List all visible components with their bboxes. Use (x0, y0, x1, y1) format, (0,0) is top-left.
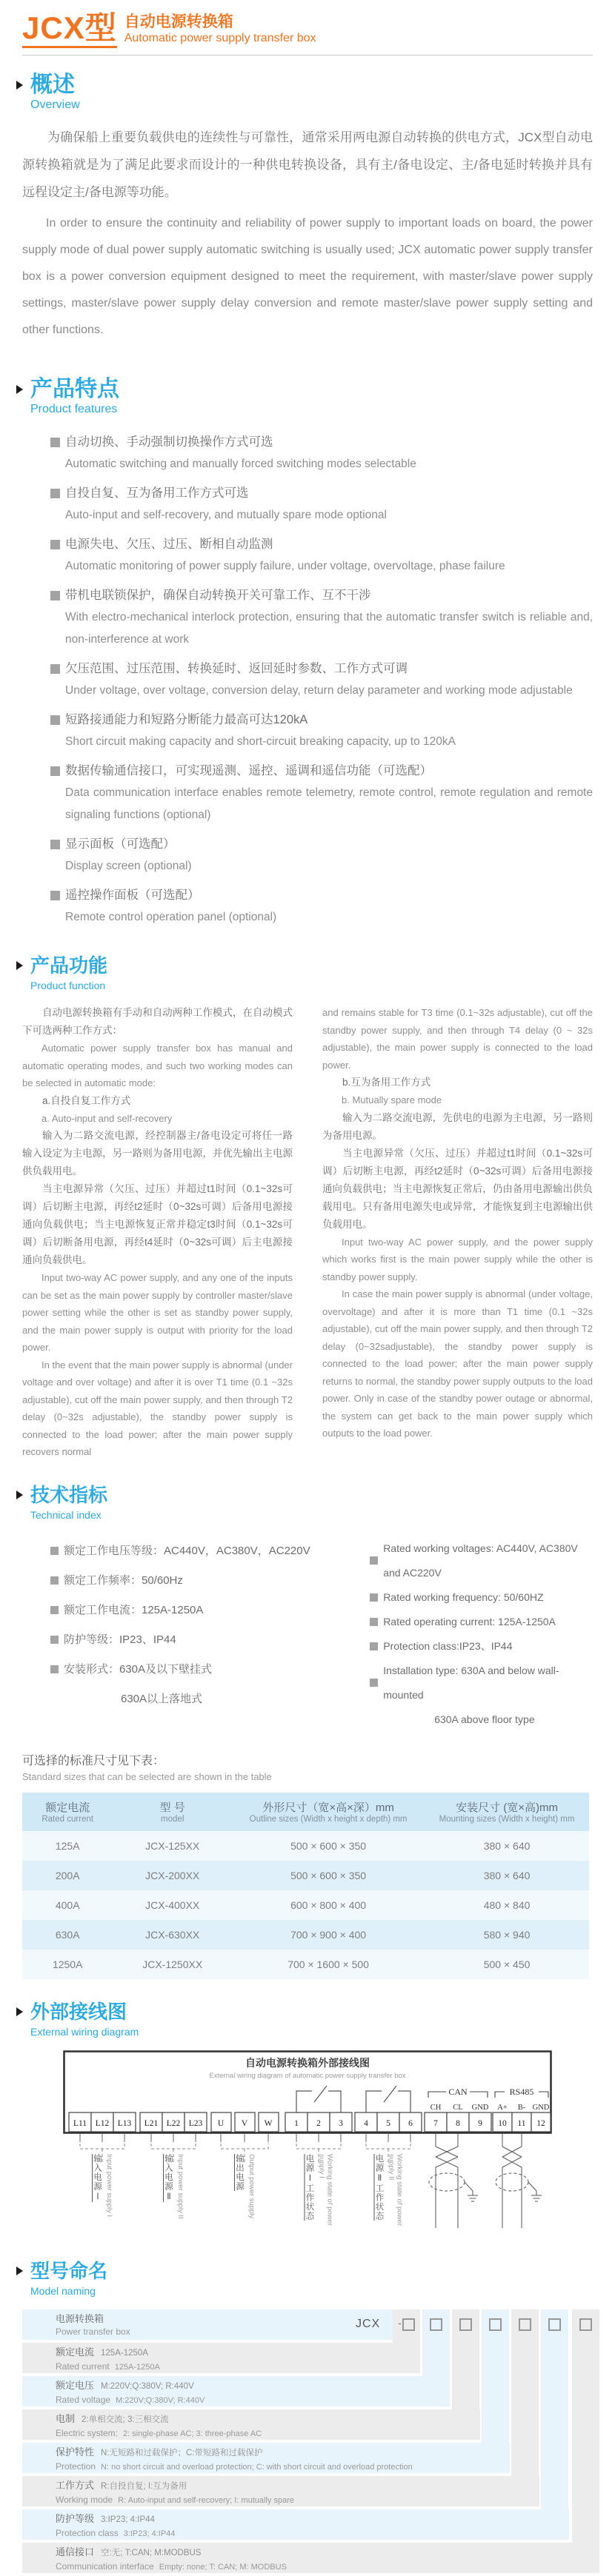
naming-row-protection: 保护特性 N:无短路和过载保护；C:带短路和过载保护 Protection N: no short circuit and overload protection; C: with short circuit and overload protection (22, 2443, 510, 2473)
feature-cn: 短路接通能力和短路分断能力最高可达120kA (65, 713, 308, 726)
code-box-icon (489, 2318, 502, 2331)
triangle-marker-icon (16, 81, 23, 90)
pin-gnd: GND (532, 2103, 550, 2112)
switch-contact-icon (296, 2086, 341, 2112)
terminal-label: L23 (188, 2118, 203, 2128)
feature-cn: 显示面板（可选配） (65, 837, 176, 851)
cell-model: JCX-400XX (113, 1890, 232, 1920)
cell-rated-current: 630A (22, 1920, 113, 1950)
tech-item-text: 额定工作电压等级：AC440V，AC380V，AC220V (64, 1544, 310, 1557)
triangle-marker-icon (16, 2266, 23, 2275)
function-paragraph: and remains stable for T3 time (0.1~32s adjustable), cut off the standby power supply, and then through T4 delay (0 ~ 32s adjustable), the main power supply is connected to the load power. (322, 1007, 593, 1071)
wiring-title-en: External wiring diagram of automatic power supply transfer box (209, 2071, 406, 2080)
feature-en: Remote control operation panel (optional) (65, 911, 277, 923)
table-row (22, 1950, 589, 1979)
twisted-pair-can (429, 2133, 478, 2228)
pin-gnd: GND (471, 2103, 489, 2112)
feature-cn: 数据传输通信接口，可实现遥测、遥控、遥调和遥信功能（可选配） (65, 764, 432, 777)
terminal-label: L21 (144, 2118, 159, 2128)
tech-item (370, 1610, 593, 1634)
terminal-label: 7 (433, 2118, 438, 2128)
group-label-en: Working state of power supply I (317, 2153, 334, 2226)
wiring-heading-cn: 外部接线图 (30, 2000, 127, 2023)
square-bullet-icon (50, 1547, 59, 1555)
pin-b-minus: B- (517, 2103, 526, 2112)
group-label-cn: 电源Ⅱ工作状态 (374, 2153, 384, 2221)
feature-en: Display screen (optional) (65, 860, 192, 872)
sizes-note-cn: 可选择的标准尺寸见下表： (22, 1754, 165, 1767)
feature-item (50, 833, 593, 877)
tech-item-text: 630A above floor type (434, 1713, 535, 1725)
group-label-cn: 输入电源Ⅱ (164, 2153, 173, 2202)
table-row (22, 1920, 589, 1950)
tech-item-text: 防护等级：IP23、IP44 (64, 1633, 176, 1646)
can-label: CAN (448, 2086, 468, 2097)
feature-en: Automatic switching and manually forced switching modes selectable (65, 458, 416, 470)
technical-heading-en: Technical index (30, 1508, 102, 1521)
function-paragraph: 输入为二路交流电源，先供电的电源为主电源，另一路则为备用电源。 (322, 1111, 593, 1141)
function-left-column (22, 1004, 293, 1461)
terminal-label: V (241, 2118, 248, 2128)
cell-rated-current: 400A (22, 1890, 113, 1920)
square-bullet-icon (50, 1576, 59, 1585)
wiring-title-cn: 自动电源转换箱外部接线图 (245, 2058, 370, 2070)
terminal-label: 11 (517, 2118, 526, 2128)
naming-row-power-transfer-box (22, 2309, 393, 2340)
features-heading-cn: 产品特点 (30, 377, 119, 401)
group-label-en: Working state of power supply II (387, 2153, 404, 2226)
tech-item-text: Installation type: 630A and below wall-mounted (383, 1664, 559, 1701)
terminal-label: 1 (294, 2118, 299, 2128)
group-label-en: Output power supply (247, 2153, 256, 2218)
sizes-table (22, 1793, 589, 1979)
square-bullet-icon (50, 891, 60, 900)
square-bullet-icon (50, 1606, 59, 1614)
tech-item-text: 630A以上落地式 (121, 1692, 203, 1705)
naming-prefix: JCX (356, 2317, 381, 2330)
cell-outline-size: 500 × 600 × 350 (232, 1861, 425, 1890)
naming-row-protection-class: 防护等级 3:IP23; 4:IP44 Protection class 3:IP23; 4:IP44 (22, 2509, 569, 2540)
product-model-title (22, 12, 117, 44)
wiring-diagram (63, 2050, 552, 2244)
naming-row-cn: 电源转换箱 (56, 2312, 104, 2324)
page-header (22, 0, 593, 46)
feature-en: With electro-mechanical interlock protection, ensuring that the automatic transfer switch is reliable and, non-interference at work (65, 611, 593, 646)
overview-paragraph-cn: 为确保船上重要负载供电的连续性与可靠性，通常采用两电源自动转换的供电方式，JCX型自动电源转换箱就是为了满足此要求而设计的一种供电转换设备，具有主/备电设定、主/备电延时转换并具有远程设定主/备电源等功能。 (22, 130, 593, 199)
cell-model: JCX-125XX (113, 1831, 232, 1861)
function-columns (22, 1004, 593, 1461)
group-label-en: Input power supply I (105, 2153, 113, 2217)
function-paragraph: b.互为备用工作方式 (342, 1077, 431, 1088)
group-label-cn: 电源Ⅰ工作状态 (305, 2153, 314, 2221)
cell-mounting-size: 380 × 640 (425, 1831, 589, 1861)
group-label-state-power-2 (357, 2154, 419, 2241)
model-code: JCX型 (22, 10, 117, 48)
function-paragraph: In case the main power supply is abnormal (under voltage, overvoltage) and after it is more than T1 time (0.1 ~32s adjustable), cut off the main power supply, and then through T2 delay (0~32sadjustable), the standby power supply is connected to the load power; after the main power supply returns to normal, the standby power supply outputs to the load power. Only in case of the standby power outage or abnormal, the system can get back to the main power supply which outputs to the load power. (322, 1288, 593, 1439)
tech-item (50, 1655, 342, 1685)
terminal-label: 3 (339, 2118, 343, 2128)
code-box-icon (579, 2318, 592, 2331)
technical-right-column (342, 1536, 593, 1732)
terminal-label: 8 (456, 2118, 460, 2128)
tech-item (370, 1536, 593, 1585)
tech-item-continued (121, 1685, 342, 1714)
cell-rated-current: 1250A (22, 1950, 113, 1979)
header-divider (22, 55, 593, 56)
section-header-technical (22, 1483, 593, 1523)
overview-paragraph-en: In order to ensure the continuity and reliability of power supply to important loads on board, the power supply mode of dual power supply automatic switching is usually used; JCX automatic power supply transfer box is a power conversion equipment designed to meet the requirement, with master/slave power supply settings, master/slave power supply delay conversion and remote master/slave power supply setting and other functions. (22, 217, 593, 336)
square-bullet-icon (50, 438, 60, 447)
tech-item (370, 1634, 593, 1659)
pin-a-plus: A+ (497, 2103, 508, 2112)
naming-code-column (541, 2309, 568, 2540)
tech-item-text: Protection class:IP23、IP44 (383, 1639, 513, 1652)
code-box-icon (430, 2318, 442, 2331)
cell-model: JCX-200XX (113, 1861, 232, 1890)
triangle-marker-icon (16, 2007, 23, 2016)
twisted-pair-rs485 (496, 2133, 542, 2228)
feature-item (50, 431, 593, 475)
model-naming-ladder (22, 2309, 602, 2576)
feature-item (50, 884, 593, 929)
group-label-cn: 输出电源 (235, 2153, 244, 2191)
naming-heading-en: Model naming (30, 2284, 96, 2297)
cell-outline-size: 700 × 1600 × 500 (232, 1950, 425, 1979)
section-header-function (22, 954, 593, 994)
terminal-label: 12 (536, 2118, 545, 2128)
table-row (22, 1861, 589, 1890)
code-box-icon (548, 2318, 561, 2331)
page-title-en: Automatic power supply transfer box (124, 32, 316, 44)
terminal-label: U (217, 2118, 225, 2128)
square-bullet-icon (50, 1665, 59, 1673)
code-box-icon (459, 2318, 472, 2331)
feature-en: Automatic monitoring of power supply failure, under voltage, overvoltage, phase failure (65, 560, 505, 572)
overview-heading-cn: 概述 (30, 73, 75, 97)
table-row (22, 1890, 589, 1920)
terminal-label: L22 (166, 2118, 181, 2128)
feature-en: Under voltage, over voltage, conversion delay, return delay parameter and working mode adjustable (65, 684, 573, 697)
cell-outline-size: 600 × 800 × 400 (232, 1890, 425, 1920)
feature-item (50, 482, 593, 526)
square-bullet-icon (50, 540, 60, 549)
cell-mounting-size: 580 × 940 (425, 1920, 589, 1950)
group-label-state-power-1 (287, 2154, 350, 2241)
terminal-label: 2 (316, 2118, 321, 2128)
naming-row-electric-system: 电制 2:单相交流; 3:三相交流 Electric system: 2: single-phase AC; 3: three-phase AC (22, 2409, 480, 2440)
square-bullet-icon (50, 1636, 59, 1644)
terminal-label: L13 (117, 2118, 132, 2128)
group-label-input-power-1 (71, 2154, 133, 2241)
hyphen: - (398, 2316, 402, 2329)
comm-pin-labels (430, 2104, 550, 2112)
sizes-note-en: Standard sizes that can be selected are shown in the table (22, 1770, 272, 1782)
function-paragraph: In the event that the main power supply is abnormal (under voltage and over voltage) and after it is over T1 time (0.1 ~32s adjustable), cut off the main power supply, and then through T2 delay (0~32s adjustable), the standby power supply is connected to the load power; after the main power supply recovers normal (22, 1359, 293, 1457)
naming-row-communication-interface: 通信接口 空:无; T:CAN; M:MODBUS Communication interface Empty: none; T: CAN; M: MODBUS (22, 2543, 599, 2573)
page-title-block (124, 13, 316, 46)
group-label-en: Input power supply II (176, 2153, 184, 2219)
feature-item (50, 709, 593, 753)
cell-model: JCX-630XX (113, 1920, 232, 1950)
tech-item (50, 1625, 342, 1655)
square-bullet-icon (370, 1593, 378, 1602)
col-header-mounting-sizes: 安装尺寸 (宽×高)mm Mounting sizes (Width x height) mm (425, 1793, 589, 1831)
section-header-naming (22, 2259, 593, 2299)
tech-item-text: Rated working voltages: AC440V, AC380V and AC220V (383, 1542, 578, 1579)
tech-item-text: Rated operating current: 125A-1250A (383, 1615, 556, 1627)
naming-row-rated-current: 额定电流 125A-1250A Rated current 125A-1250A (22, 2343, 420, 2373)
feature-cn: 带机电联锁保护，确保自动转换开关可靠工作、互不干涉 (65, 589, 371, 602)
function-right-column (322, 1004, 593, 1461)
feature-item (50, 533, 593, 578)
terminal-label: 9 (478, 2118, 482, 2128)
cell-mounting-size: 500 × 450 (425, 1950, 589, 1979)
col-header-model: 型 号 model (113, 1793, 232, 1831)
col-header-outline-sizes: 外形尺寸（宽×高×深）mm Outline sizes (Width x height x depth) mm (232, 1793, 425, 1831)
square-bullet-icon (370, 1679, 378, 1687)
tech-item-text: Rated working frequency: 50/60HZ (383, 1590, 544, 1603)
naming-code-column (393, 2309, 420, 2373)
pin-ch: CH (430, 2103, 442, 2112)
cell-outline-size: 700 × 900 × 400 (232, 1920, 425, 1950)
section-header-features (22, 378, 593, 418)
function-paragraph: Automatic power supply transfer box has manual and automatic operating modes, and such two working modes can be selected in automatic mode: (22, 1043, 293, 1088)
tech-item (370, 1659, 593, 1707)
technical-columns (22, 1536, 593, 1732)
cell-mounting-size: 480 × 840 (425, 1890, 589, 1920)
square-bullet-icon (50, 591, 60, 600)
function-paragraph: 当主电源异常（欠压、过压）并超过t1时间（0.1~32s可调）后切断主电源，再经t2延时（0~32s可调）后备用电源接通向负载供电；当主电源恢复正常后，仍由备用电源输出供负载用电。只有备用电源失电或异常，才能恢复到主电源输出供负载用电。 (322, 1147, 593, 1230)
terminal-label: 5 (386, 2118, 390, 2128)
switch-contact-icon (366, 2086, 410, 2112)
tech-item-text: 额定工作电流：125A-1250A (64, 1603, 204, 1616)
feature-cn: 电源失电、欠压、过压、断相自动监测 (65, 538, 273, 551)
tech-item-continued (434, 1707, 593, 1732)
function-paragraph: 自动电源转换箱有手动和自动两种工作模式，在自动模式下可选两种工作方式： (22, 1007, 293, 1036)
square-bullet-icon (370, 1556, 378, 1565)
features-heading-en: Product features (30, 403, 118, 415)
cell-rated-current: 200A (22, 1861, 113, 1890)
naming-code-column (452, 2309, 479, 2440)
technical-left-column (22, 1536, 342, 1732)
naming-code-column (422, 2309, 450, 2406)
naming-row-working-mode: 工作方式 R:自投自复; I:互为备用 Working mode R: Auto-input and self-recovery; I: mutually spare (22, 2476, 539, 2506)
terminal-label: 6 (408, 2118, 413, 2128)
feature-en: Data communication interface enables remote telemetry, remote control, remote regulation and remote signaling functions (optional) (65, 786, 593, 821)
cell-outline-size: 500 × 600 × 350 (232, 1831, 425, 1861)
square-bullet-icon (50, 715, 60, 725)
cell-mounting-size: 380 × 640 (425, 1861, 589, 1890)
group-label-output-power (213, 2154, 276, 2241)
function-paragraph: Input two-way AC power supply, and any one of the inputs can be set as the main power supply by controller master/slave power setting while the other is set as standby power supply, and the main power supply is output with priority for the load power. (22, 1272, 293, 1353)
feature-cn: 自投自复、互为备用工作方式可选 (65, 486, 249, 500)
square-bullet-icon (50, 489, 60, 498)
function-paragraph: a.自投自复工作方式 (42, 1094, 131, 1106)
tech-item (50, 1596, 342, 1625)
terminal-label: W (264, 2118, 273, 2128)
group-label-cn: 输入电源Ⅰ (93, 2153, 102, 2202)
square-bullet-icon (370, 1618, 378, 1626)
naming-row-rated-voltage: 额定电压 M:220V;Q:380V; R:440V Rated voltage M:220V;Q:380V; R:440V (22, 2376, 450, 2406)
naming-code-column (482, 2309, 509, 2473)
function-paragraph: 当主电源异常（欠压、过压）并超过t1时间（0.1~32s可调）后切断主电源，再经t2延时（0~32s可调）后备用电源接通向负载供电；当主电源恢复正常并稳定t3时间（0.1~32s可调）后切断备用电源，再经t4延时（0~32s可调）后主电源接通向负载供电。 (22, 1183, 293, 1265)
naming-code-column (511, 2309, 539, 2506)
function-paragraph: Input two-way AC power supply, and the power supply which works first is the main power supply while the other is standby power supply. (322, 1236, 593, 1282)
cell-model: JCX-1250XX (113, 1950, 232, 1979)
section-header-overview (22, 73, 593, 113)
square-bullet-icon (370, 1642, 378, 1650)
cell-rated-current: 125A (22, 1831, 113, 1861)
section-header-wiring (22, 2000, 593, 2040)
table-row (22, 1831, 589, 1861)
triangle-marker-icon (16, 1491, 23, 1499)
features-list (50, 431, 593, 929)
terminal-stubs (80, 2133, 410, 2142)
code-box-icon (402, 2318, 415, 2331)
feature-item (50, 760, 593, 826)
rs485-label: RS485 (509, 2086, 534, 2097)
function-heading-cn: 产品功能 (30, 954, 108, 977)
square-bullet-icon (50, 664, 60, 674)
naming-row-en: Power transfer box (56, 2326, 130, 2337)
overview-heading-en: Overview (30, 98, 80, 111)
terminal-label: 4 (364, 2118, 368, 2128)
feature-cn: 欠压范围、过压范围、转换延时、返回延时参数、工作方式可调 (65, 662, 408, 675)
feature-item (50, 658, 593, 702)
tech-item (50, 1536, 342, 1566)
function-paragraph: 输入为二路交流电源，经控制器主/备电设定可将任一路输入设定为主电源，另一路则为备用电源，并优先输出主电源供负载用电。 (22, 1130, 293, 1177)
tech-item (50, 1566, 342, 1596)
square-bullet-icon (50, 840, 60, 849)
terminal-label: L12 (95, 2118, 110, 2128)
function-heading-en: Product function (30, 980, 106, 991)
page-title-cn: 自动电源转换箱 (124, 13, 233, 30)
terminal-label: 10 (498, 2118, 507, 2128)
tech-item-text: 安装形式：630A及以下壁挂式 (64, 1662, 213, 1676)
code-box-icon (519, 2318, 531, 2331)
feature-item (50, 584, 593, 651)
triangle-marker-icon (16, 961, 23, 970)
feature-cn: 遥控操作面板（可选配） (65, 889, 200, 902)
triangle-marker-icon (16, 385, 23, 394)
table-header-row (22, 1793, 589, 1831)
technical-heading-cn: 技术指标 (30, 1483, 108, 1506)
feature-en: Auto-input and self-recovery, and mutually spare mode optional (65, 509, 387, 521)
naming-heading-cn: 型号命名 (30, 2259, 108, 2282)
naming-code-column (572, 2309, 599, 2573)
group-label-input-power-2 (142, 2154, 205, 2241)
function-paragraph: a. Auto-input and self-recovery (41, 1112, 173, 1124)
function-paragraph: b. Mutually spare mode (342, 1094, 442, 1105)
terminal-label: L11 (73, 2118, 87, 2128)
feature-cn: 自动切换、手动强制切换操作方式可选 (65, 435, 273, 449)
pin-cl: CL (453, 2103, 463, 2112)
wiring-heading-en: External wiring diagram (30, 2025, 139, 2038)
col-header-rated-current: 额定电流 Rated current (22, 1793, 113, 1831)
feature-en: Short circuit making capacity and short-circuit breaking capacity, up to 120kA (65, 735, 456, 748)
square-bullet-icon (50, 766, 60, 776)
tech-item (370, 1585, 593, 1610)
tech-item-text: 额定工作频率：50/60Hz (64, 1573, 183, 1587)
